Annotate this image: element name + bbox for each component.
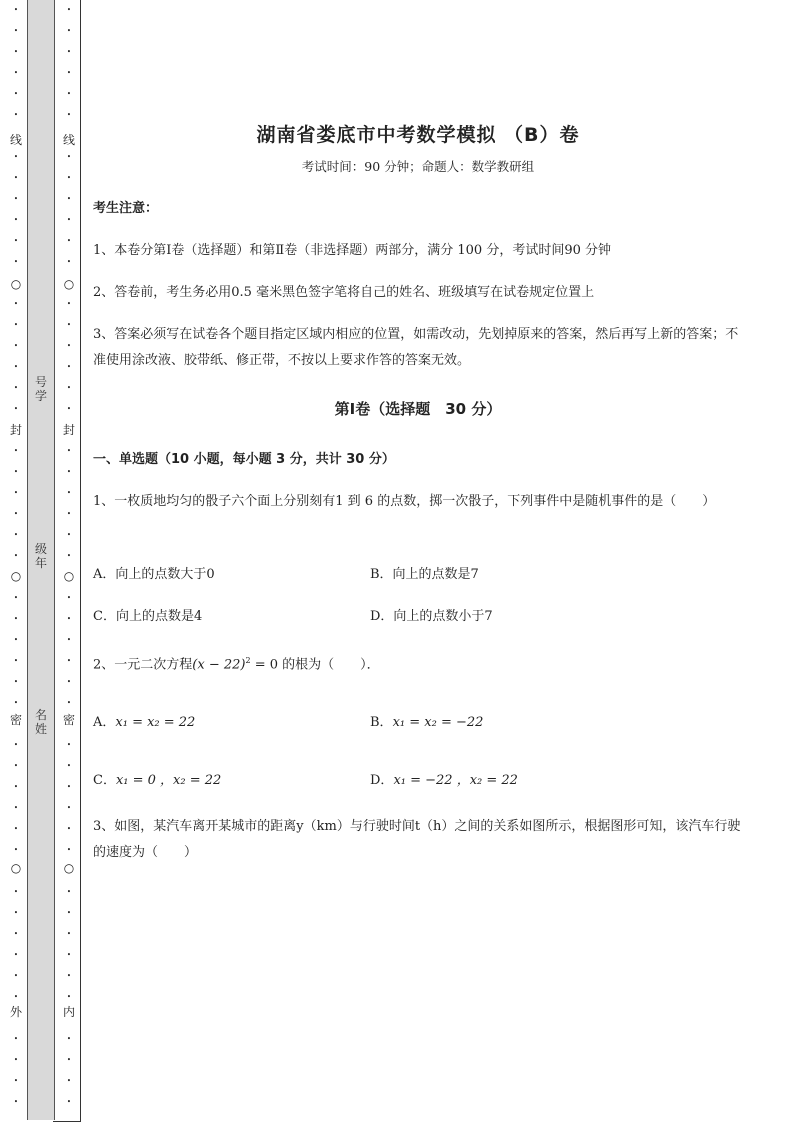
seal-dot: • bbox=[66, 888, 72, 896]
question-2-option-b bbox=[370, 711, 483, 730]
question-3-stem: 3、如图，某汽车离开某城市的距离y（km）与行驶时间t（h）之间的关系如图所示，根据图形可知，该汽车行驶的速度为（ ） bbox=[93, 819, 741, 860]
seal-dot: • bbox=[66, 993, 72, 1001]
seal-dot: • bbox=[66, 678, 72, 686]
seal-dot: • bbox=[66, 1035, 72, 1043]
seal-dot: • bbox=[13, 1098, 19, 1106]
question-2-stem bbox=[93, 648, 743, 678]
right-seal-dots bbox=[63, 0, 75, 1123]
seal-dot: • bbox=[66, 153, 72, 161]
seal-dot: • bbox=[13, 1056, 19, 1064]
seal-circle: ○ bbox=[63, 861, 75, 875]
seal-dot: • bbox=[13, 489, 19, 497]
question-2-equation: (x − 22) bbox=[192, 657, 246, 673]
section-title: 第Ⅰ卷（选择题 30 分） bbox=[334, 400, 502, 418]
seal-dot: • bbox=[66, 405, 72, 413]
student-number-field: 号 学 bbox=[34, 375, 47, 403]
seal-dot: • bbox=[13, 342, 19, 350]
seal-dot: • bbox=[66, 342, 72, 350]
question-2-stem-suffix: = 0 的根为（ ）． bbox=[250, 657, 380, 673]
seal-dot: • bbox=[66, 300, 72, 308]
seal-dot: • bbox=[66, 258, 72, 266]
seal-dot: • bbox=[13, 930, 19, 938]
seal-mark: 线 bbox=[10, 133, 23, 147]
note-2: 2、答卷前，考生务必用0.5 毫米黑色签字笔将自己的姓名、班级填写在试卷规定位置上 bbox=[93, 285, 595, 300]
seal-dot: • bbox=[66, 363, 72, 371]
question-2-option-c bbox=[93, 769, 221, 788]
question-2-option-d bbox=[370, 769, 518, 788]
seal-dot: • bbox=[66, 846, 72, 854]
grade-field: 级 年 bbox=[34, 542, 47, 570]
page-title: 湖南省娄底市中考数学模拟 （B）卷 bbox=[256, 124, 580, 146]
seal-dot: • bbox=[66, 699, 72, 707]
seal-dot: • bbox=[66, 783, 72, 791]
seal-mark: 密 bbox=[63, 713, 76, 727]
seal-dot: • bbox=[13, 678, 19, 686]
seal-dot: • bbox=[66, 972, 72, 980]
seal-dot: • bbox=[66, 321, 72, 329]
seal-dot: • bbox=[13, 174, 19, 182]
seal-dot: • bbox=[13, 1035, 19, 1043]
binding-margin bbox=[0, 0, 82, 1123]
part-heading: 一、单选题（10 小题，每小题 3 分，共计 30 分） bbox=[93, 452, 395, 467]
seal-dot: • bbox=[13, 615, 19, 623]
seal-dot: • bbox=[66, 909, 72, 917]
seal-dot: • bbox=[66, 1056, 72, 1064]
option-math: x₁ = x₂ = 22 bbox=[115, 715, 196, 730]
seal-dot: • bbox=[13, 594, 19, 602]
exam-info: 考试时间：90 分钟；命题人：数学教研组 bbox=[301, 159, 535, 174]
option-math: x₁ = x₂ = −22 bbox=[392, 715, 484, 730]
question-1-option-d: D．向上的点数小于7 bbox=[370, 609, 493, 624]
seal-dot: • bbox=[66, 384, 72, 392]
seal-dot: • bbox=[13, 825, 19, 833]
seal-dot: • bbox=[66, 741, 72, 749]
seal-dot: • bbox=[66, 1077, 72, 1085]
question-2-option-a bbox=[93, 711, 195, 730]
seal-dot: • bbox=[66, 468, 72, 476]
option-math: x₁ = 0 ，x₂ = 22 bbox=[115, 773, 222, 788]
seal-mark: 线 bbox=[63, 133, 76, 147]
seal-circle: ○ bbox=[10, 277, 22, 291]
seal-dot: • bbox=[13, 48, 19, 56]
seal-mark: 外 bbox=[10, 1005, 23, 1019]
seal-dot: • bbox=[13, 741, 19, 749]
seal-dot: • bbox=[66, 195, 72, 203]
seal-dot: • bbox=[66, 237, 72, 245]
seal-dot: • bbox=[66, 657, 72, 665]
seal-dot: • bbox=[13, 783, 19, 791]
seal-dot: • bbox=[13, 153, 19, 161]
seal-dot: • bbox=[13, 993, 19, 1001]
question-1-option-b: B．向上的点数是7 bbox=[370, 567, 479, 582]
seal-dot: • bbox=[66, 951, 72, 959]
seal-dot: • bbox=[13, 657, 19, 665]
option-label: D． bbox=[370, 773, 394, 788]
option-label: B． bbox=[370, 715, 393, 730]
seal-dot: • bbox=[66, 111, 72, 119]
seal-dot: • bbox=[13, 363, 19, 371]
seal-dot: • bbox=[66, 174, 72, 182]
seal-dot: • bbox=[66, 69, 72, 77]
seal-dot: • bbox=[13, 909, 19, 917]
seal-dot: • bbox=[13, 195, 19, 203]
seal-dot: • bbox=[66, 594, 72, 602]
seal-dot: • bbox=[66, 510, 72, 518]
seal-mark: 封 bbox=[63, 423, 76, 437]
seal-dot: • bbox=[66, 825, 72, 833]
seal-dot: • bbox=[13, 804, 19, 812]
seal-dot: • bbox=[13, 510, 19, 518]
seal-dot: • bbox=[13, 636, 19, 644]
seal-circle: ○ bbox=[10, 861, 22, 875]
seal-dot: • bbox=[13, 90, 19, 98]
seal-dot: • bbox=[66, 1098, 72, 1106]
seal-dot: • bbox=[66, 615, 72, 623]
seal-dot: • bbox=[13, 405, 19, 413]
seal-dot: • bbox=[13, 762, 19, 770]
seal-dot: • bbox=[66, 636, 72, 644]
question-1-option-a: A．向上的点数大于0 bbox=[93, 567, 215, 582]
seal-mark: 内 bbox=[63, 1005, 76, 1019]
seal-dot: • bbox=[66, 804, 72, 812]
seal-mark: 密 bbox=[10, 713, 23, 727]
seal-dot: • bbox=[13, 216, 19, 224]
seal-dot: • bbox=[66, 216, 72, 224]
option-label: C． bbox=[93, 773, 116, 788]
seal-dot: • bbox=[66, 90, 72, 98]
question-1-stem: 1、一枚质地均匀的骰子六个面上分别刻有1 到 6 的点数，掷一次骰子，下列事件中是随机事件的是（ ） bbox=[93, 494, 716, 509]
question-2-stem-prefix: 2、一元二次方程 bbox=[93, 657, 193, 673]
seal-dot: • bbox=[13, 531, 19, 539]
seal-dot: • bbox=[13, 111, 19, 119]
left-seal-dots bbox=[10, 0, 22, 1123]
option-label: A． bbox=[93, 715, 116, 730]
seal-dot: • bbox=[13, 1077, 19, 1085]
seal-dot: • bbox=[13, 237, 19, 245]
seal-dot: • bbox=[13, 27, 19, 35]
notes-heading: 考生注意： bbox=[93, 201, 159, 216]
note-3: 3、答案必须写在试卷各个题目指定区域内相应的位置，如需改动，先划掉原来的答案，然后再写上新的答案；不准使用涂改液、胶带纸、修正带，不按以上要求作答的答案无效。 bbox=[93, 327, 739, 368]
seal-dot: • bbox=[13, 972, 19, 980]
name-field: 名 姓 bbox=[34, 708, 47, 736]
seal-dot: • bbox=[13, 468, 19, 476]
seal-mark: 封 bbox=[10, 423, 23, 437]
seal-dot: • bbox=[13, 384, 19, 392]
seal-dot: • bbox=[66, 48, 72, 56]
seal-dot: • bbox=[13, 258, 19, 266]
seal-circle: ○ bbox=[10, 569, 22, 583]
question-1-option-c: C．向上的点数是4 bbox=[93, 609, 203, 624]
seal-circle: ○ bbox=[63, 569, 75, 583]
seal-dot: • bbox=[66, 27, 72, 35]
seal-dot: • bbox=[13, 699, 19, 707]
seal-dot: • bbox=[13, 6, 19, 14]
seal-dot: • bbox=[66, 489, 72, 497]
note-1: 1、本卷分第Ⅰ卷（选择题）和第Ⅱ卷（非选择题）两部分，满分 100 分，考试时间90 分钟 bbox=[93, 243, 611, 258]
seal-dot: • bbox=[13, 447, 19, 455]
seal-dot: • bbox=[66, 6, 72, 14]
seal-dot: • bbox=[66, 762, 72, 770]
seal-dot: • bbox=[13, 888, 19, 896]
binding-border-line bbox=[80, 0, 81, 1122]
seal-dot: • bbox=[66, 447, 72, 455]
seal-dot: • bbox=[13, 552, 19, 560]
seal-dot: • bbox=[13, 846, 19, 854]
option-math: x₁ = −22 ，x₂ = 22 bbox=[393, 773, 518, 788]
seal-dot: • bbox=[13, 69, 19, 77]
seal-dot: • bbox=[66, 552, 72, 560]
seal-dot: • bbox=[13, 951, 19, 959]
seal-dot: • bbox=[13, 321, 19, 329]
seal-dot: • bbox=[66, 930, 72, 938]
seal-dot: • bbox=[66, 531, 72, 539]
seal-dot: • bbox=[13, 300, 19, 308]
question-2-exponent: 2 bbox=[245, 656, 251, 665]
seal-circle: ○ bbox=[63, 277, 75, 291]
